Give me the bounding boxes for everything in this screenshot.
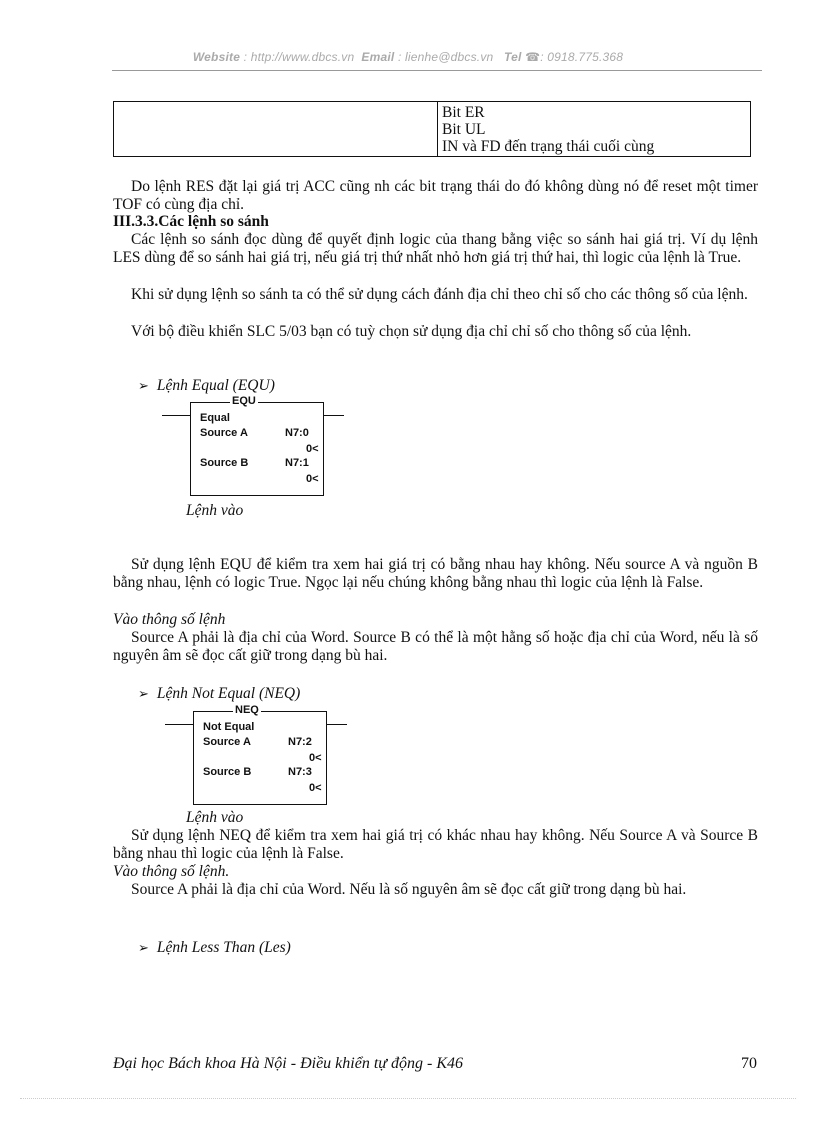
tel-value: : 0918.775.368 — [540, 50, 624, 64]
rung-wire-right — [325, 724, 347, 725]
arrow-bullet-icon: ➢ — [138, 686, 149, 701]
paragraph: Sử dụng lệnh NEQ để kiểm tra xem hai giá trị có khác nhau hay không. Nếu Source A và Source B bằng nhau thì logic của lệnh là False. — [113, 827, 758, 862]
arrow-bullet-icon: ➢ — [138, 378, 149, 393]
equ-source-a-addr: N7:0 — [285, 427, 309, 439]
paragraph: Source A phải là địa chỉ của Word. Nếu là số nguyên âm sẽ đọc cất giữ trong dạng bù hai. — [131, 881, 687, 898]
section-heading: III.3.3.Các lệnh so sánh — [113, 213, 269, 230]
bullet-neq-label: Lệnh Not Equal (NEQ) — [156, 685, 301, 702]
page-edge-dots — [20, 1098, 796, 1099]
neq-source-a-label: Source A — [203, 736, 251, 748]
figure-caption: Lệnh vào — [186, 809, 244, 826]
email-value: : lienhe@dbcs.vn — [397, 50, 494, 64]
table-divider — [437, 102, 438, 156]
figure-caption: Lệnh vào — [186, 502, 244, 519]
equ-source-a-value: 0< — [306, 443, 319, 455]
neq-title: Not Equal — [203, 721, 255, 733]
paragraph: Sử dụng lệnh EQU để kiểm tra xem hai giá trị có bằng nhau hay không. Nếu source A và nguồn B bằng nhau, lệnh có logic True. Ngọc lại nếu chúng không bằng nhau thì logic của lệnh là False. — [113, 556, 758, 591]
email-label: Email — [361, 50, 395, 64]
table-line: IN và FD đến trạng thái cuối cùng — [442, 138, 655, 155]
paragraph: Các lệnh so sánh đọc dùng để quyết định logic của thang bằng việc so sánh hai giá trị. Ví dụ lệnh LES dùng để so sánh hai giá trị, nếu giá trị thứ nhất nhỏ hơn giá trị thứ hai, thì logic của lệnh là True. — [113, 231, 758, 266]
neq-source-a-addr: N7:2 — [288, 736, 312, 748]
equ-tag: EQU — [232, 395, 256, 407]
equ-source-b-label: Source B — [200, 457, 249, 469]
rung-wire-left — [165, 724, 193, 725]
neq-source-a-value: 0< — [309, 752, 322, 764]
neq-source-b-addr: N7:3 — [288, 766, 312, 778]
paragraph: Với bộ điều khiển SLC 5/03 bạn có tuỳ chọn sử dụng địa chỉ chỉ số cho thông số của lệnh. — [131, 323, 692, 340]
paragraph: Khi sử dụng lệnh so sánh ta có thể sử dụng cách đánh địa chỉ theo chỉ số cho các thông số của lệnh. — [131, 286, 748, 303]
bullet-les — [138, 939, 291, 957]
bullet-equ-label: Lệnh Equal (EQU) — [156, 377, 275, 394]
rung-wire-right — [322, 415, 344, 416]
website-label: Website — [192, 50, 241, 64]
arrow-bullet-icon: ➢ — [138, 940, 149, 955]
website-value: : http://www.dbcs.vn — [243, 50, 355, 64]
paragraph: Source A phải là địa chỉ của Word. Source B có thể là một hằng số hoặc địa chỉ của Word, nếu là số nguyên âm sẽ đọc cất giữ trong dạng bù hai. — [113, 629, 758, 664]
neq-source-b-value: 0< — [309, 782, 322, 794]
page-number: 70 — [741, 1055, 757, 1072]
header-rule — [112, 70, 762, 71]
table-line: Bit UL — [442, 121, 486, 138]
equ-title: Equal — [200, 412, 230, 424]
subheading: Vào thông số lệnh. — [113, 863, 230, 880]
bullet-neq — [138, 685, 300, 703]
table-line: Bit ER — [442, 104, 485, 121]
neq-source-b-label: Source B — [203, 766, 252, 778]
table-cell-right — [442, 104, 654, 155]
bullet-equ — [138, 377, 275, 395]
page-header — [0, 50, 816, 64]
equ-source-b-value: 0< — [306, 473, 319, 485]
equ-source-b-addr: N7:1 — [285, 457, 309, 469]
subheading: Vào thông số lệnh — [113, 611, 226, 628]
phone-icon: ☎ — [525, 50, 541, 64]
equ-source-a-label: Source A — [200, 427, 248, 439]
rung-wire-left — [162, 415, 190, 416]
neq-tag: NEQ — [235, 704, 259, 716]
table-fragment — [113, 101, 751, 157]
bullet-les-label: Lệnh Less Than (Les) — [156, 939, 291, 956]
page-footer: Đại học Bách khoa Hà Nội - Điều khiển tự động - K46 — [113, 1055, 463, 1072]
tel-label: Tel — [504, 50, 522, 64]
paragraph: Do lệnh RES đặt lại giá trị ACC cũng nh các bit trạng thái do đó không dùng nó để reset một timer TOF có cùng địa chỉ. — [113, 178, 758, 213]
